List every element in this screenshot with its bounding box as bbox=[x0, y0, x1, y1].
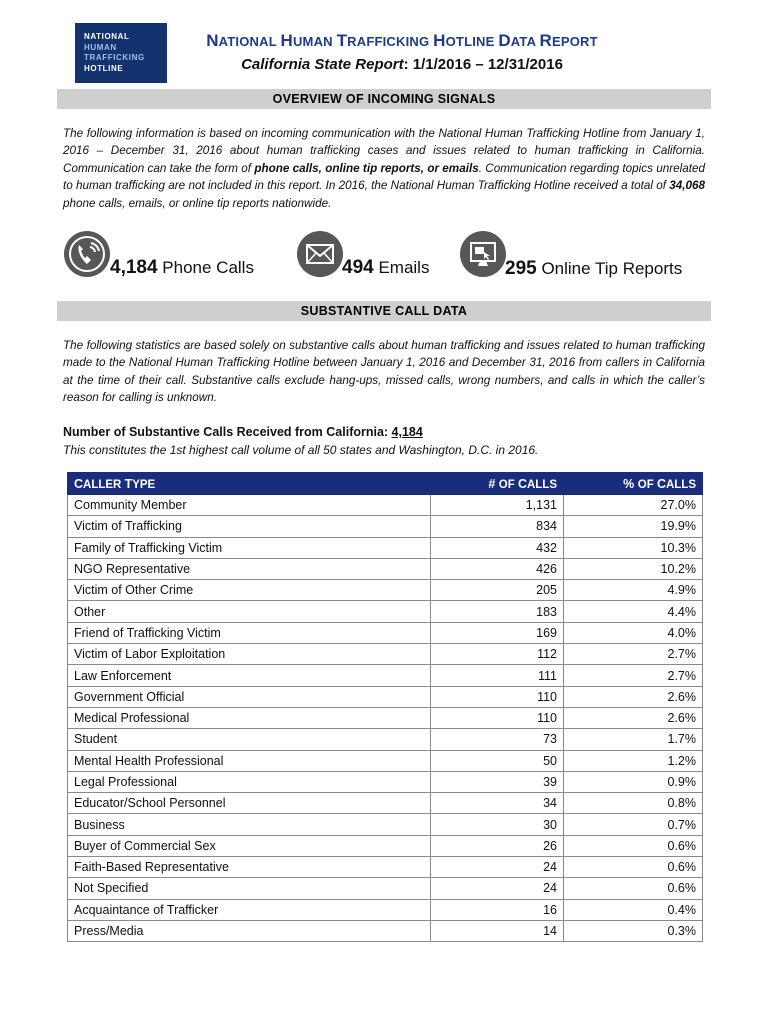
hotline-logo bbox=[75, 23, 167, 83]
caller-type-cell: Educator/School Personnel bbox=[68, 793, 431, 814]
caller-type-cell: Student bbox=[68, 729, 431, 750]
substantive-paragraph: The following statistics are based solely on substantive calls about human trafficking and issues related to human trafficking made to the National Human Trafficking Hotline between January 1, 2016 and December 31, 2016 from callers in California at the time of their call. Substantive calls exclude hang-ups, missed calls, wrong numbers, and calls in which the caller’s reason for calling is unknown. bbox=[63, 339, 705, 405]
logo-line-hotline: HOTLINE bbox=[84, 63, 124, 73]
pct-calls-cell: 27.0% bbox=[564, 495, 703, 516]
pct-calls-cell: 2.7% bbox=[564, 644, 703, 665]
caller-type-cell: Family of Trafficking Victim bbox=[68, 537, 431, 558]
caller-type-cell: Legal Professional bbox=[68, 771, 431, 792]
pct-calls-cell: 2.6% bbox=[564, 686, 703, 707]
caller-type-cell: Medical Professional bbox=[68, 707, 431, 728]
num-calls-cell: 50 bbox=[431, 750, 564, 771]
phone-label: Phone Calls bbox=[162, 258, 254, 277]
caller-type-cell: Law Enforcement bbox=[68, 665, 431, 686]
num-calls-cell: 16 bbox=[431, 899, 564, 920]
caller-type-cell: Victim of Other Crime bbox=[68, 580, 431, 601]
num-calls-cell: 39 bbox=[431, 771, 564, 792]
calls-volume-note: This constitutes the 1st highest call volume of all 50 states and Washington, D.C. in 2016. bbox=[63, 443, 539, 457]
pct-calls-cell: 19.9% bbox=[564, 516, 703, 537]
monitor-icon bbox=[460, 231, 506, 277]
tip-label: Online Tip Reports bbox=[541, 259, 683, 278]
table-row bbox=[68, 495, 703, 516]
num-calls-cell: 24 bbox=[431, 857, 564, 878]
phone-value: 4,184 bbox=[110, 257, 158, 278]
tip-value: 295 bbox=[505, 258, 537, 279]
caller-type-cell: Other bbox=[68, 601, 431, 622]
num-calls-cell: 1,131 bbox=[431, 495, 564, 516]
num-calls-cell: 205 bbox=[431, 580, 564, 601]
logo-line-trafficking: TRAFFICKING bbox=[84, 53, 145, 62]
overview-paragraph: The following information is based on incoming communication with the National Human Trafficking Hotline from January 1, 2016 – December 31, 2016 about human trafficking cases and issues related to human trafficking in California. Communication can take the form of phone calls, online tip reports, or emails. Communication regarding topics unrelated to human trafficking are not included in this report. In 2016, the National Human Trafficking Hotline received a total of 34,068 phone calls, emails, or online tip reports nationwide. bbox=[63, 127, 705, 210]
header-pct-calls: % OF CALLS bbox=[564, 473, 703, 495]
num-calls-cell: 426 bbox=[431, 558, 564, 579]
pct-calls-cell: 4.4% bbox=[564, 601, 703, 622]
caller-type-cell: Victim of Labor Exploitation bbox=[68, 644, 431, 665]
num-calls-cell: 110 bbox=[431, 707, 564, 728]
num-calls-cell: 183 bbox=[431, 601, 564, 622]
caller-type-table bbox=[67, 472, 703, 942]
num-calls-cell: 110 bbox=[431, 686, 564, 707]
table-row bbox=[68, 793, 703, 814]
table-row bbox=[68, 686, 703, 707]
caller-type-cell: Not Specified bbox=[68, 878, 431, 899]
header-num-calls: # OF CALLS bbox=[431, 473, 564, 495]
caller-type-cell: Business bbox=[68, 814, 431, 835]
table-row bbox=[68, 878, 703, 899]
subtitle-dates: : 1/1/2016 – 12/31/2016 bbox=[403, 56, 563, 73]
pct-calls-cell: 4.0% bbox=[564, 622, 703, 643]
phone-icon bbox=[64, 231, 110, 277]
table-row bbox=[68, 835, 703, 856]
header-caller-type: CALLER TYPE bbox=[68, 473, 431, 495]
num-calls-cell: 432 bbox=[431, 537, 564, 558]
caller-type-cell: Government Official bbox=[68, 686, 431, 707]
envelope-icon bbox=[297, 231, 343, 277]
email-value: 494 bbox=[342, 257, 374, 278]
overview-heading: OVERVIEW OF INCOMING SIGNALS bbox=[57, 89, 711, 109]
table-row bbox=[68, 707, 703, 728]
pct-calls-cell: 10.3% bbox=[564, 537, 703, 558]
email-label: Emails bbox=[378, 258, 430, 277]
table-row bbox=[68, 899, 703, 920]
pct-calls-cell: 0.6% bbox=[564, 857, 703, 878]
pct-calls-cell: 1.7% bbox=[564, 729, 703, 750]
caller-type-cell: Acquaintance of Trafficker bbox=[68, 899, 431, 920]
calls-count-heading: Number of Substantive Calls Received from California: 4,184 bbox=[63, 425, 423, 439]
pct-calls-cell: 4.9% bbox=[564, 580, 703, 601]
num-calls-cell: 169 bbox=[431, 622, 564, 643]
num-calls-cell: 30 bbox=[431, 814, 564, 835]
pct-calls-cell: 0.9% bbox=[564, 771, 703, 792]
table-row bbox=[68, 601, 703, 622]
pct-calls-cell: 0.4% bbox=[564, 899, 703, 920]
table-row bbox=[68, 750, 703, 771]
table-row bbox=[68, 537, 703, 558]
table-row bbox=[68, 729, 703, 750]
pct-calls-cell: 2.7% bbox=[564, 665, 703, 686]
table-row bbox=[68, 771, 703, 792]
caller-type-cell: Victim of Trafficking bbox=[68, 516, 431, 537]
caller-type-cell: Community Member bbox=[68, 495, 431, 516]
num-calls-cell: 112 bbox=[431, 644, 564, 665]
pct-calls-cell: 0.6% bbox=[564, 835, 703, 856]
table-header-row bbox=[68, 473, 703, 495]
pct-calls-cell: 10.2% bbox=[564, 558, 703, 579]
num-calls-cell: 34 bbox=[431, 793, 564, 814]
report-subtitle bbox=[200, 56, 604, 73]
num-calls-cell: 73 bbox=[431, 729, 564, 750]
pct-calls-cell: 0.7% bbox=[564, 814, 703, 835]
table-row bbox=[68, 644, 703, 665]
table-row bbox=[68, 622, 703, 643]
pct-calls-cell: 0.3% bbox=[564, 920, 703, 941]
caller-type-cell: Buyer of Commercial Sex bbox=[68, 835, 431, 856]
caller-type-cell: Press/Media bbox=[68, 920, 431, 941]
pct-calls-cell: 1.2% bbox=[564, 750, 703, 771]
table-row bbox=[68, 558, 703, 579]
caller-type-cell: NGO Representative bbox=[68, 558, 431, 579]
email-stat bbox=[342, 257, 429, 279]
num-calls-cell: 14 bbox=[431, 920, 564, 941]
table-row bbox=[68, 580, 703, 601]
table-row bbox=[68, 920, 703, 941]
table-row bbox=[68, 857, 703, 878]
pct-calls-cell: 2.6% bbox=[564, 707, 703, 728]
caller-type-cell: Friend of Trafficking Victim bbox=[68, 622, 431, 643]
report-title: NATIONAL HUMAN TRAFFICKING HOTLINE DATA REPORT bbox=[206, 31, 598, 50]
tip-stat bbox=[505, 258, 682, 280]
pct-calls-cell: 0.6% bbox=[564, 878, 703, 899]
logo-line-national: NATIONAL bbox=[84, 32, 130, 41]
num-calls-cell: 26 bbox=[431, 835, 564, 856]
num-calls-cell: 111 bbox=[431, 665, 564, 686]
calls-count-value: 4,184 bbox=[391, 425, 423, 439]
caller-type-cell: Faith-Based Representative bbox=[68, 857, 431, 878]
num-calls-cell: 24 bbox=[431, 878, 564, 899]
phone-stat bbox=[110, 257, 254, 279]
logo-line-human: HUMAN bbox=[84, 42, 117, 52]
table-row bbox=[68, 814, 703, 835]
table-row bbox=[68, 516, 703, 537]
num-calls-cell: 834 bbox=[431, 516, 564, 537]
substantive-heading: SUBSTANTIVE CALL DATA bbox=[57, 301, 711, 321]
pct-calls-cell: 0.8% bbox=[564, 793, 703, 814]
subtitle-label: California State Report bbox=[241, 56, 404, 73]
caller-type-cell: Mental Health Professional bbox=[68, 750, 431, 771]
table-row bbox=[68, 665, 703, 686]
